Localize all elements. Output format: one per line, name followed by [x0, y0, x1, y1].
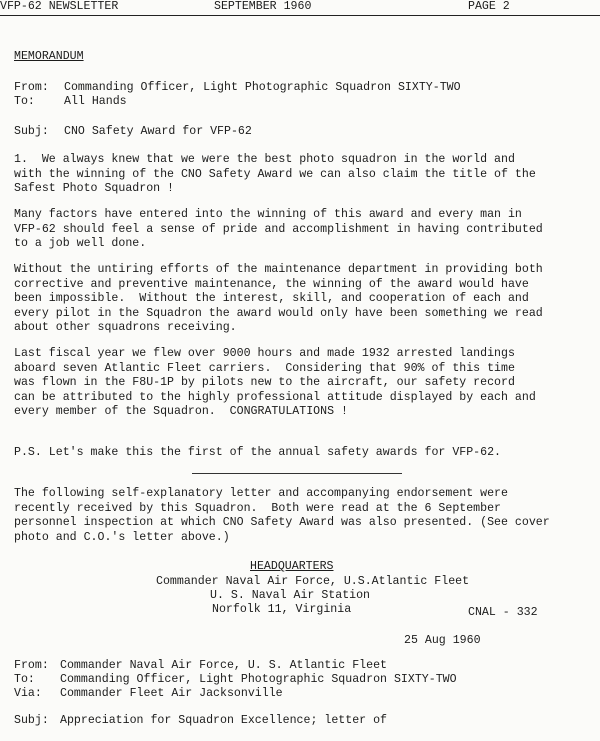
- issue-date: SEPTEMBER 1960: [214, 0, 312, 13]
- text-line: personnel inspection at which CNO Safety Award was also presented. (See cover: [14, 516, 550, 530]
- postscript: P.S. Let's make this the first of the annual safety awards for VFP-62.: [14, 446, 502, 459]
- text-line: Without the untiring efforts of the maintenance department in providing both: [14, 263, 543, 276]
- letterhead-city: Norfolk 11, Virginia: [212, 603, 352, 616]
- page-header: [0, 0, 568, 16]
- text-line: can be attributed to the highly professional attitude displayed by each and: [14, 390, 536, 404]
- memo-to-label: To:: [14, 95, 35, 108]
- memo-title: MEMORANDUM: [14, 50, 84, 63]
- letter-subj-label: Subj:: [14, 714, 49, 727]
- memo-paragraph-2: [14, 208, 586, 252]
- newsletter-title: VFP-62 NEWSLETTER: [0, 0, 119, 13]
- letter-date: 25 Aug 1960: [404, 634, 481, 647]
- text-line: Many factors have entered into the winning of this award and every man in: [14, 208, 522, 221]
- text-line: Last fiscal year we flew over 9000 hours and made 1932 arrested landings: [14, 347, 515, 360]
- memo-paragraph-1: [14, 153, 586, 197]
- memo-to: All Hands: [64, 95, 127, 108]
- text-line: recently received by this Squadron. Both were read at the 6 September: [14, 501, 502, 515]
- memo-paragraph-3: [14, 263, 586, 336]
- letter-code: CNAL - 332: [468, 606, 538, 619]
- text-line: Safest Photo Squadron !: [14, 182, 175, 196]
- letter-from-label: From:: [14, 659, 49, 672]
- letterhead-station: U. S. Naval Air Station: [210, 589, 371, 602]
- text-line: aboard seven Atlantic Fleet carriers. Considering that 90% of this time: [14, 361, 515, 375]
- letterhead-hq: HEADQUARTERS: [250, 560, 334, 573]
- letter-from: Commander Naval Air Force, U. S. Atlantic Fleet: [60, 659, 387, 672]
- letter-via: Commander Fleet Air Jacksonville: [60, 687, 283, 700]
- text-line: with the winning of the CNO Safety Award we can also claim the title of the: [14, 167, 536, 181]
- text-line: photo and C.O.'s letter above.): [14, 530, 230, 544]
- text-line: to a job well done.: [14, 237, 147, 251]
- page-number: PAGE 2: [468, 0, 510, 13]
- memo-from-label: From:: [14, 81, 49, 94]
- letter-via-label: Via:: [14, 687, 42, 700]
- letterhead-command: Commander Naval Air Force, U.S.Atlantic Fleet: [156, 575, 470, 588]
- letter-to: Commanding Officer, Light Photographic Squadron SIXTY-TWO: [60, 673, 457, 686]
- memo-subj-label: Subj:: [14, 125, 49, 138]
- letter-to-label: To:: [14, 673, 35, 686]
- text-line: about other squadrons receiving.: [14, 321, 237, 335]
- intro-paragraph: [14, 487, 586, 545]
- text-line: every member of the Squadron. CONGRATULATIONS !: [14, 405, 348, 419]
- text-line: The following self-explanatory letter and accompanying endorsement were: [14, 487, 508, 500]
- text-line: been impossible. Without the interest, skill, and cooperation of each and: [14, 292, 529, 306]
- header-rule: [0, 15, 600, 16]
- letter-subj: Appreciation for Squadron Excellence; letter of: [60, 714, 387, 727]
- memo-subj: CNO Safety Award for VFP-62: [64, 125, 252, 138]
- text-line: every pilot in the Squadron the award would only have been something we read: [14, 306, 543, 320]
- text-line: was flown in the F8U-1P by pilots new to the aircraft, our safety record: [14, 376, 515, 390]
- memo-paragraph-4: [14, 347, 586, 420]
- text-line: corrective and preventive maintenance, the winning of the award would have: [14, 277, 529, 291]
- section-divider: [192, 473, 402, 474]
- text-line: 1. We always knew that we were the best photo squadron in the world and: [14, 153, 515, 166]
- text-line: VFP-62 should feel a sense of pride and accomplishment in having contributed: [14, 222, 543, 236]
- memo-from: Commanding Officer, Light Photographic Squadron SIXTY-TWO: [64, 81, 461, 94]
